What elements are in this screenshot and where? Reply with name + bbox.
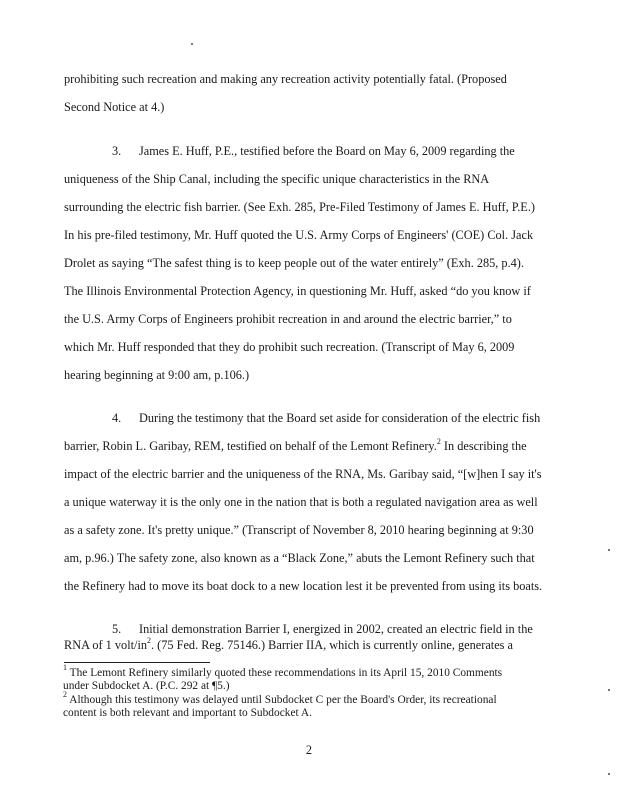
- scan-speck: [608, 689, 610, 691]
- footnote-1: [63, 663, 503, 680]
- body-line: as a safety zone. It's pretty unique.” (Transcript of November 8, 2010 hearing beginning at 9:30: [64, 523, 534, 537]
- body-line-text: RNA of 1 volt/in: [64, 638, 148, 652]
- body-line: surrounding the electric fish barrier. (See Exh. 285, Pre-Filed Testimony of James E. Huff, P.E.): [64, 200, 535, 214]
- paragraph-text: During the testimony that the Board set aside for consideration of the electric fish: [139, 411, 541, 425]
- body-line: Drolet as saying “The safest thing is to keep people out of the water entirely” (Exh. 285, p.4).: [64, 256, 524, 270]
- body-line: the Refinery had to move its boat dock to a new location lest it be prevented from using its boats.: [64, 579, 543, 593]
- scan-speck: [608, 773, 610, 775]
- scan-speck: [608, 549, 610, 551]
- body-line: hearing beginning at 9:00 am, p.106.): [64, 368, 250, 382]
- footnote-marker: 1: [63, 663, 67, 673]
- body-line-text: . (75 Fed. Reg. 75146.) Barrier IIA, which is currently online, generates a: [151, 638, 513, 652]
- body-line-with-superscript: [64, 637, 513, 653]
- footnote-text: The Lemont Refinery similarly quoted these recommendations in its April 15, 2010 Comments: [69, 667, 503, 679]
- footnote-ref: 2: [436, 436, 441, 446]
- body-line: uniqueness of the Ship Canal, including the specific unique characteristics in the RNA: [64, 172, 490, 186]
- body-line: am, p.96.) The safety zone, also known as a “Black Zone,” abuts the Lemont Refinery such that: [64, 551, 535, 565]
- body-line: prohibiting such recreation and making any recreation activity potentially fatal. (Proposed: [64, 72, 507, 86]
- superscript-exponent: 2: [147, 635, 152, 645]
- paragraph-text: Initial demonstration Barrier I, energized in 2002, created an electric field in the: [139, 622, 533, 636]
- footnote-marker: 2: [63, 690, 67, 700]
- page-number: 2: [305, 743, 313, 757]
- paragraph-text: James E. Huff, P.E., testified before the Board on May 6, 2009 regarding the: [139, 144, 515, 158]
- paragraph-number: 5.: [112, 622, 122, 636]
- paragraph-number: 4.: [112, 411, 122, 425]
- body-line-text: barrier, Robin L. Garibay, REM, testified on behalf of the Lemont Refinery.: [64, 439, 437, 453]
- body-line: The Illinois Environmental Protection Agency, in questioning Mr. Huff, asked “do you know if: [64, 284, 531, 298]
- body-line-with-footnote-ref: [64, 438, 527, 454]
- body-line: Second Notice at 4.): [64, 100, 165, 114]
- body-line: which Mr. Huff responded that they do prohibit such recreation. (Transcript of May 6, 2009: [64, 340, 515, 354]
- body-line: a unique waterway it is the only one in the nation that is both a regulated navigation area as well: [64, 495, 538, 509]
- body-line: In his pre-filed testimony, Mr. Huff quoted the U.S. Army Corps of Engineers' (COE) Col. Jack: [64, 228, 534, 242]
- footnote-separator: [64, 662, 210, 663]
- footnote-text: Although this testimony was delayed until Subdocket C per the Board's Order, its recreational: [69, 694, 497, 706]
- footnote-2-continued: content is both relevant and important to Subdocket A.: [63, 707, 312, 719]
- body-line-text: In describing the: [440, 439, 527, 453]
- footnote-1-continued: under Subdocket A. (P.C. 292 at ¶5.): [63, 680, 230, 692]
- body-line: impact of the electric barrier and the uniqueness of the RNA, Ms. Garibay said, “[w]hen I say it's: [64, 467, 542, 481]
- paragraph-number: 3.: [112, 144, 122, 158]
- scan-speck: [191, 43, 193, 45]
- body-line: the U.S. Army Corps of Engineers prohibit recreation in and around the electric barrier,” to: [64, 312, 512, 326]
- footnote-2: [63, 690, 497, 707]
